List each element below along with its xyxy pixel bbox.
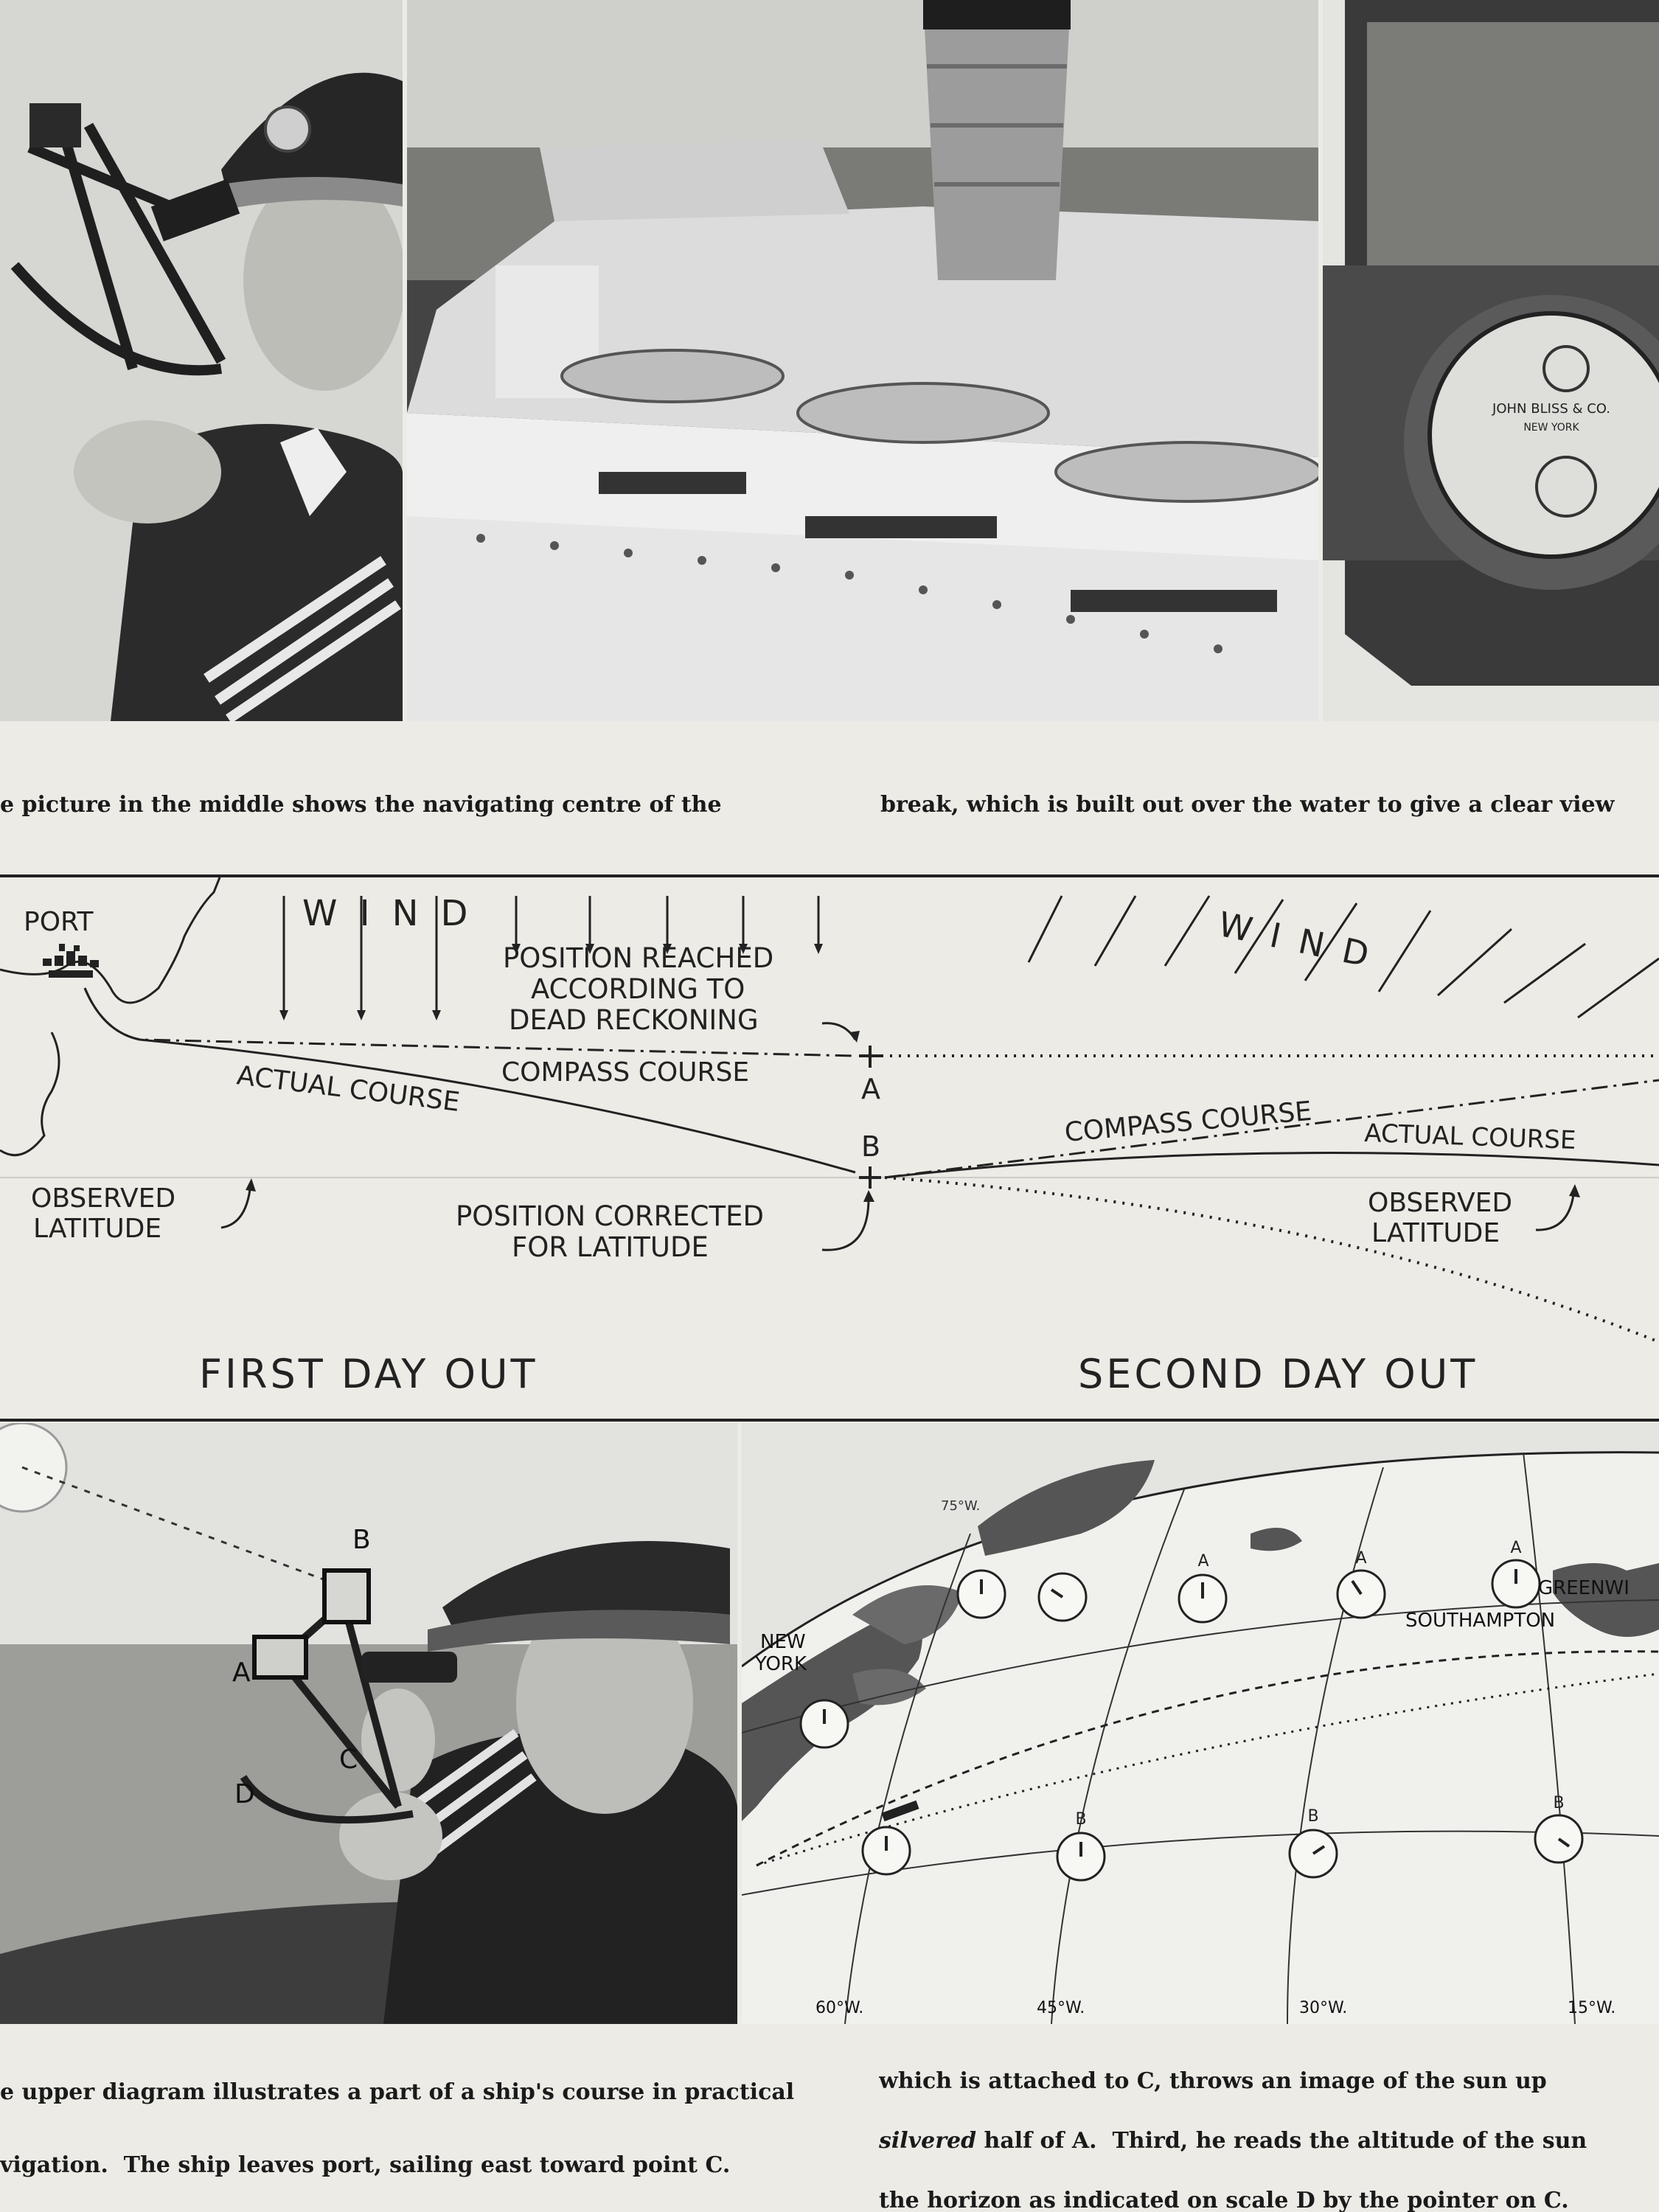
sextant-label-d: D [234,1779,255,1809]
first-day-title: FIRST DAY OUT [199,1351,538,1397]
point-b-marker [859,1166,881,1189]
greenwich-label: GREENWI [1538,1577,1630,1599]
clock-label-b: B [1075,1810,1087,1829]
sextant-label-c: C [339,1745,358,1775]
compass-course-label-day1: COMPASS COURSE [501,1057,750,1088]
sextant-label-b: B [352,1525,371,1555]
caption-bottom-left [0,2031,855,2212]
coastline [0,877,220,1003]
caption-top-right [880,740,1659,844]
photo-queen-mary-bridge [407,0,1318,721]
caption-line: vigation. The ship leaves port, sailing east toward point C. [0,2152,731,2178]
chronometer-maker-line-2: NEW YORK [1523,422,1579,434]
caption-line: e upper diagram illustrates a part of a ship's course in practical [0,2079,795,2105]
point-a-marker [859,1046,881,1068]
clock-label-a: A [1510,1539,1522,1557]
longitude-map-illustration [742,1423,1659,2024]
clock-label-a: A [1197,1552,1209,1571]
position-reached-line-3: DEAD RECKONING [509,1004,759,1036]
position-reached-line-2: ACCORDING TO [531,973,745,1005]
clock-label-b: B [1307,1807,1319,1826]
sextant-label-a: A [232,1658,251,1688]
photo-chronometer [1323,0,1659,721]
actual-course-label-day1: ACTUAL COURSE [234,1060,462,1118]
caption-top-left [0,740,859,844]
compass-course-label-day2: COMPASS COURSE [1063,1096,1313,1148]
caption-line: break, which is built out over the water to give a clear view [880,792,1615,818]
wind-label-right: WIND [1214,903,1391,979]
clock-label-a: A [1355,1549,1367,1568]
chronometer-illustration [1323,0,1659,721]
meridian-15w-label: 15°W. [1568,1999,1616,2017]
point-b-label: B [861,1130,881,1163]
port-label: PORT [24,907,94,937]
caption-line: e picture in the middle shows the navigating centre of the [0,792,722,818]
meridian-75w-label: 75°W. [941,1498,981,1514]
ship-model-illustration [407,0,1318,721]
observed-latitude-day1-line-1: OBSERVED [31,1183,176,1214]
new-york-label-line-2: YORK [755,1653,807,1675]
new-york-label-line-1: NEW [760,1631,806,1653]
caption-line: which is attached to C, throws an image of the sun up [879,2068,1547,2094]
meridian-30w-label: 30°W. [1299,1999,1348,2017]
port-town-icon [43,944,99,978]
position-corrected-line-2: FOR LATITUDE [512,1231,709,1263]
caption-bottom-right [879,2031,1659,2212]
wind-label-left: WIND [302,893,490,934]
actual-course-label-day2: ACTUAL COURSE [1363,1119,1577,1156]
meridian-45w-label: 45°W. [1037,1999,1085,2017]
caption-line: the horizon as indicated on scale D by the pointer on C. [879,2188,1569,2212]
sextant-officer-illustration [0,1423,737,2024]
caption-line: silvered half of A. Third, he reads the altitude of the sun [879,2128,1587,2154]
dotted-continuation-b [885,1178,1659,1342]
photo-officer-with-sextant [0,0,403,721]
position-corrected-line-1: POSITION CORRECTED [456,1200,764,1232]
coastline [0,1032,59,1155]
actual-course-line-day2 [885,1153,1659,1178]
clock-label-b: B [1553,1794,1565,1812]
chronometer-maker-line-1: JOHN BLISS & CO. [1492,401,1610,417]
course-diagram [0,877,1659,1416]
divider [0,1419,1659,1422]
observed-latitude-day1-line-2: LATITUDE [33,1214,162,1244]
meridian-60w-label: 60°W. [815,1999,864,2017]
point-a-label: A [861,1073,880,1105]
southampton-label: SOUTHAMPTON [1405,1610,1556,1632]
position-reached-line-1: POSITION REACHED [503,942,774,974]
observed-latitude-day2-line-2: LATITUDE [1371,1218,1500,1248]
second-day-title: SECOND DAY OUT [1078,1351,1478,1397]
officer-illustration [0,0,403,721]
observed-latitude-day2-line-1: OBSERVED [1368,1188,1513,1218]
